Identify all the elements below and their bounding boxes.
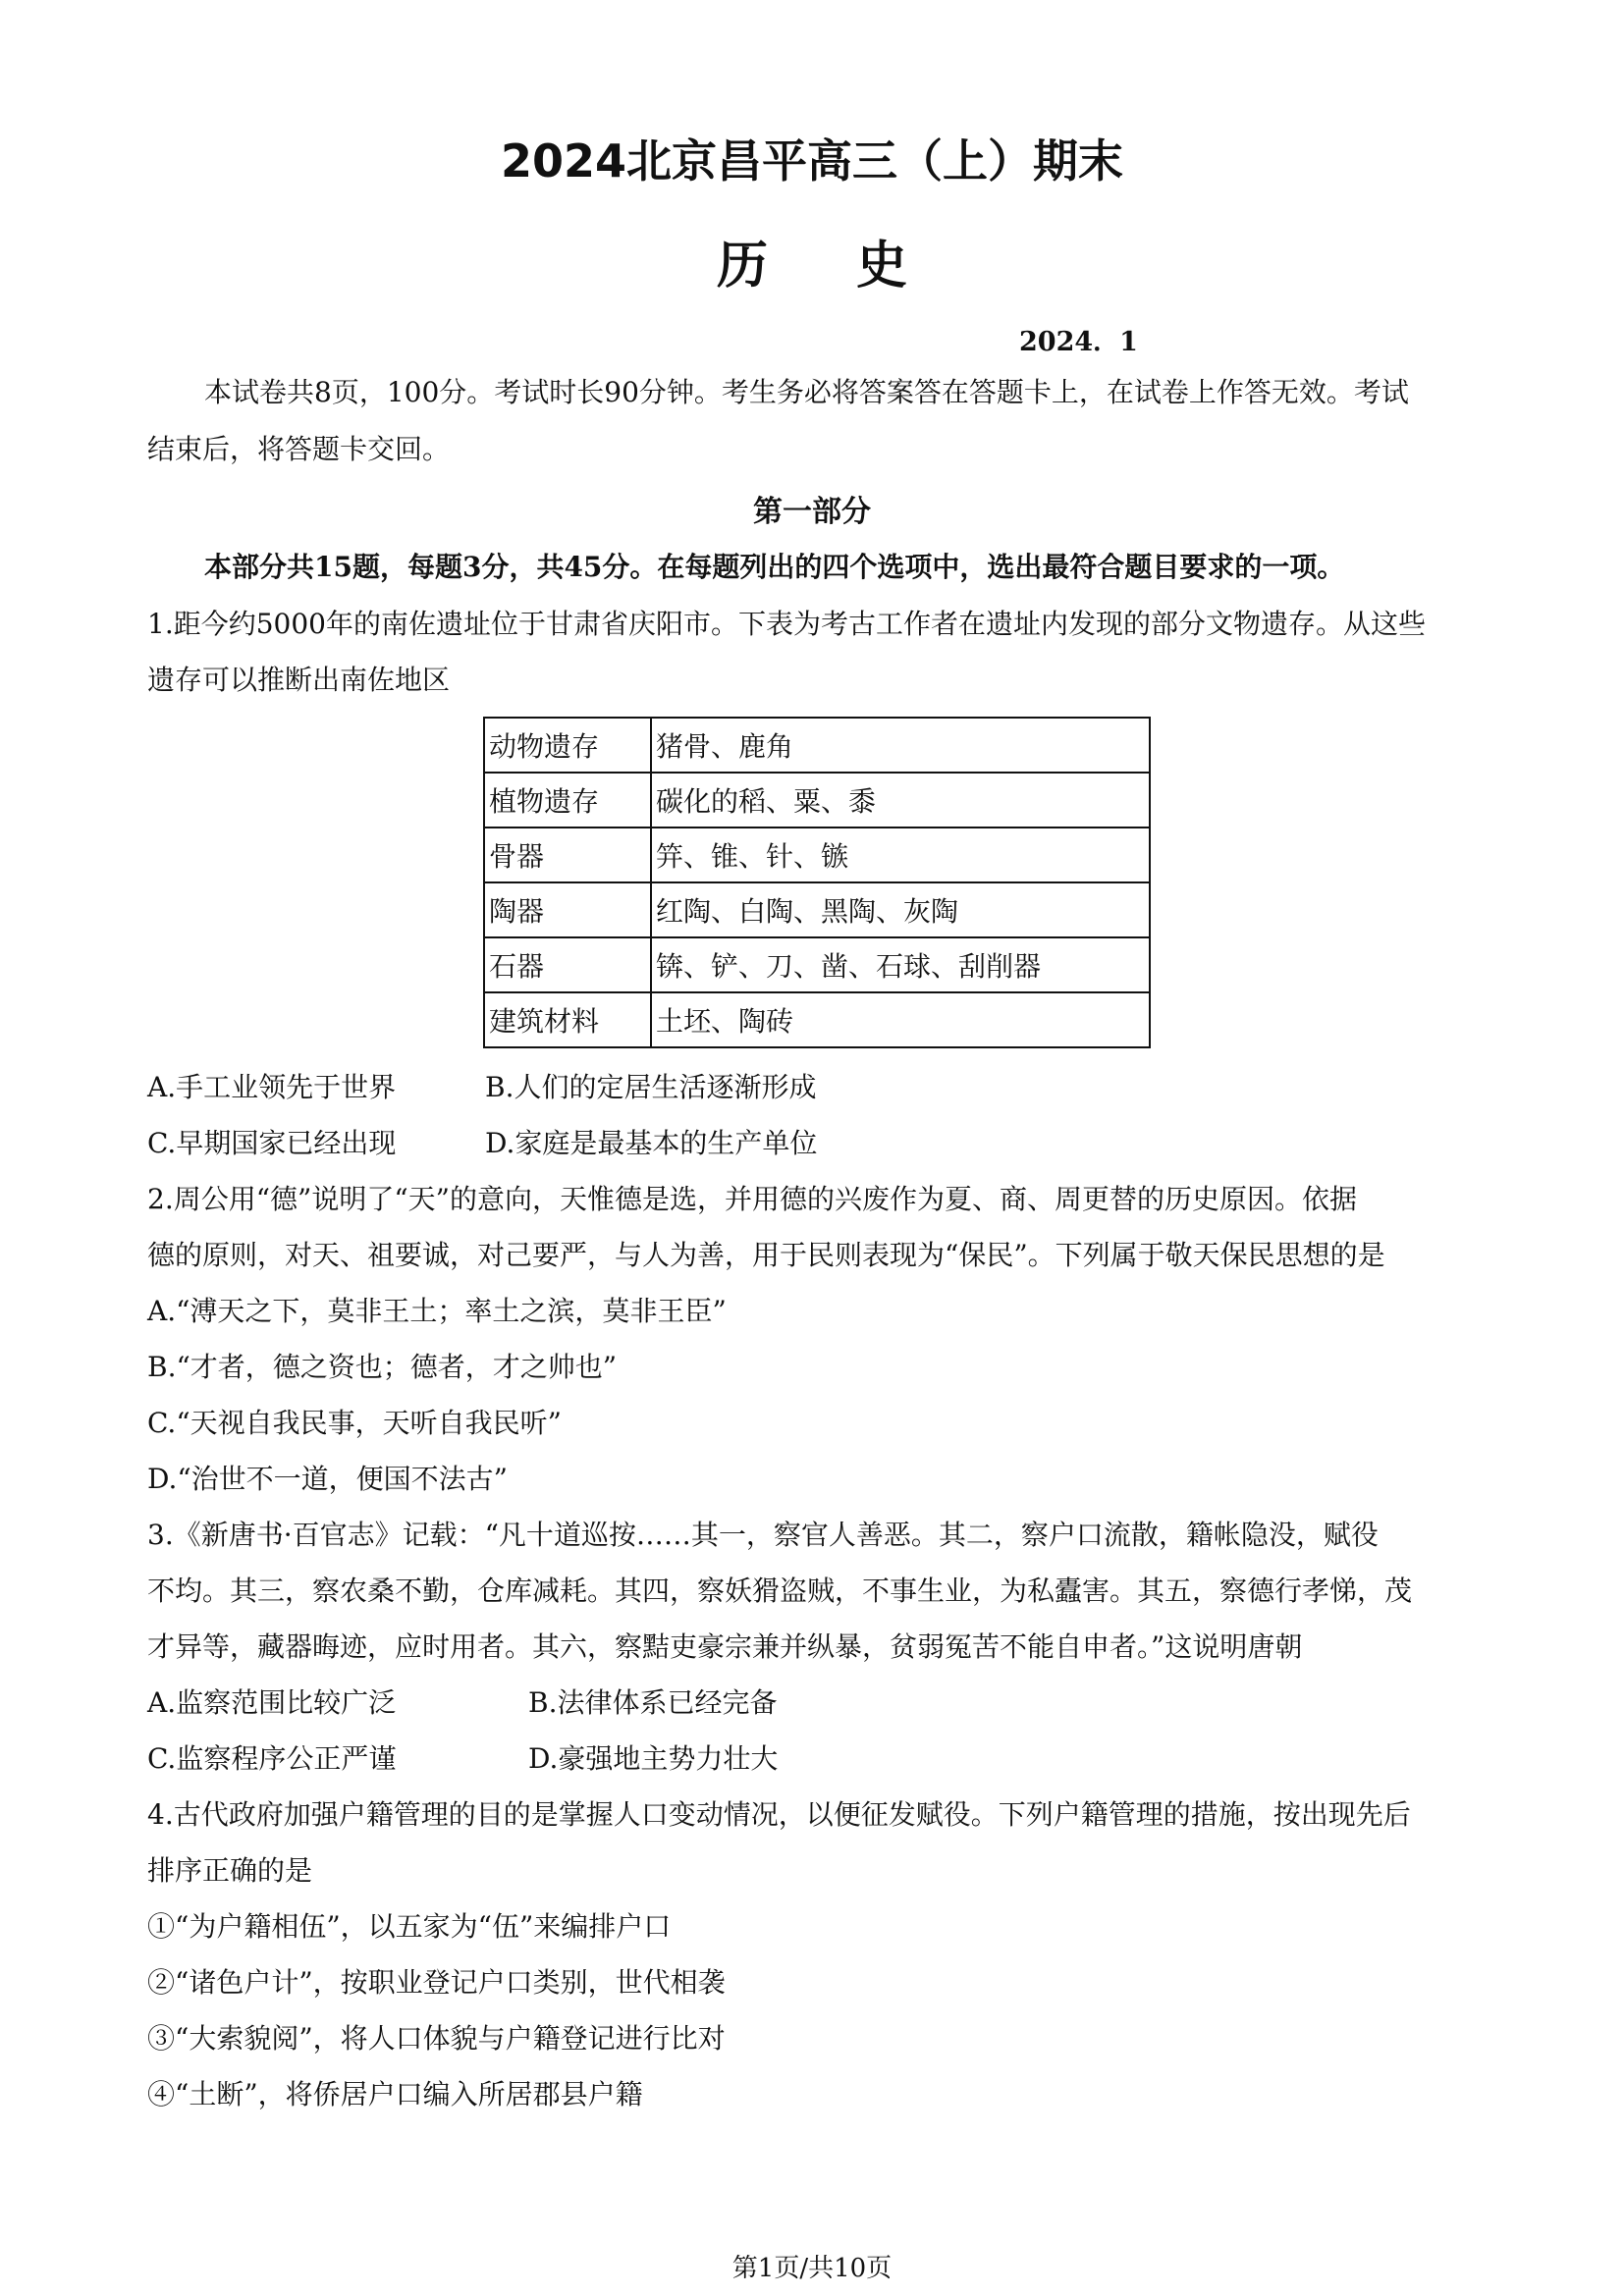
- q1-option-d: D.家庭是最基本的生产单位: [485, 1127, 818, 1159]
- artifact-table: [483, 717, 1151, 1048]
- table-cell-items: 土坯、陶砖: [651, 992, 1150, 1047]
- q3-stem-line-3: 才异等，藏器晦迹，应时用者。其六，察黠吏豪宗兼并纵暴，贫弱冤苦不能自申者。”这说明唐朝: [147, 1630, 1303, 1663]
- table-cell-category: 建筑材料: [484, 992, 651, 1047]
- q3-option-a: A.监察范围比较广泛: [147, 1686, 397, 1719]
- q1-option-a: A.手工业领先于世界: [147, 1071, 397, 1103]
- q2-option-d: D.“治世不一道，便国不法古”: [147, 1463, 508, 1495]
- q4-item-1: ①“为户籍相伍”，以五家为“伍”来编排户口: [147, 1910, 672, 1943]
- intro-line-2: 结束后，将答题卡交回。: [147, 433, 451, 465]
- q1-option-c: C.早期国家已经出现: [147, 1127, 397, 1159]
- q4-item-2: ②“诸色户计”，按职业登记户口类别，世代相袭: [147, 1966, 726, 1999]
- q2-stem-line-1: 2.周公用“德”说明了“天”的意向，天惟德是选，并用德的兴废作为夏、商、周更替的历史原因。依据: [147, 1183, 1357, 1215]
- q2-stem-line-2: 德的原则，对天、祖要诚，对己要严，与人为善，用于民则表现为“保民”。下列属于敬天保民思想的是: [147, 1239, 1385, 1271]
- q2-option-b: B.“才者，德之资也；德者，才之帅也”: [147, 1351, 618, 1383]
- q3-stem-line-2: 不均。其三，察农桑不勤，仓库减耗。其四，察妖猾盗贼，不事生业，为私蠹害。其五，察德行孝悌，茂: [147, 1575, 1413, 1607]
- section-instruction: 本部分共15题，每题3分，共45分。在每题列出的四个选项中，选出最符合题目要求的一项。: [204, 551, 1345, 583]
- q4-item-3: ③“大索貌阅”，将人口体貌与户籍登记进行比对: [147, 2022, 726, 2055]
- q4-item-4: ④“土断”，将侨居户口编入所居郡县户籍: [147, 2078, 643, 2110]
- table-row: [484, 828, 1150, 882]
- q2-option-a: A.“溥天之下，莫非王土；率土之滨，莫非王臣”: [147, 1295, 727, 1327]
- table-cell-items: 猪骨、鹿角: [651, 718, 1150, 773]
- table-row: [484, 718, 1150, 773]
- table-cell-category: 动物遗存: [484, 718, 651, 773]
- table-cell-category: 石器: [484, 937, 651, 992]
- table-cell-category: 植物遗存: [484, 773, 651, 828]
- table-cell-items: 锛、铲、刀、凿、石球、刮削器: [651, 937, 1150, 992]
- q3-option-b: B.法律体系已经完备: [528, 1686, 778, 1719]
- table-cell-category: 骨器: [484, 828, 651, 882]
- table-row: [484, 992, 1150, 1047]
- exam-title: 2024北京昌平高三（上）期末: [500, 134, 1124, 187]
- intro-line-1: 本试卷共8页，100分。考试时长90分钟。考生务必将答案答在答题卡上，在试卷上作答无效。考试: [204, 376, 1409, 408]
- q3-option-d: D.豪强地主势力壮大: [528, 1742, 779, 1775]
- exam-subject: 历史: [716, 237, 996, 295]
- q3-stem-line-1: 3.《新唐书·百官志》记载：“凡十道巡按……其一，察官人善恶。其二，察户口流散，籍帐隐没，赋役: [147, 1519, 1379, 1551]
- q1-option-b: B.人们的定居生活逐渐形成: [485, 1071, 817, 1103]
- table-cell-category: 陶器: [484, 882, 651, 937]
- section-title: 第一部分: [753, 495, 871, 529]
- table-cell-items: 碳化的稻、粟、黍: [651, 773, 1150, 828]
- table-cell-items: 红陶、白陶、黑陶、灰陶: [651, 882, 1150, 937]
- table-row: [484, 773, 1150, 828]
- q2-option-c: C.“天视自我民事，天听自我民听”: [147, 1407, 562, 1439]
- exam-date: 2024．1: [1019, 327, 1138, 357]
- q4-stem-line-2: 排序正确的是: [147, 1854, 313, 1887]
- table-row: [484, 937, 1150, 992]
- q1-stem-line-2: 遗存可以推断出南佐地区: [147, 664, 451, 696]
- table-row: [484, 882, 1150, 937]
- q4-stem-line-1: 4.古代政府加强户籍管理的目的是掌握人口变动情况，以便征发赋役。下列户籍管理的措施，按出现先后: [147, 1798, 1411, 1831]
- page-number: 第1页/共10页: [731, 2254, 893, 2283]
- q1-stem-line-1: 1.距今约5000年的南佐遗址位于甘肃省庆阳市。下表为考古工作者在遗址内发现的部分文物遗存。从这些: [147, 608, 1426, 640]
- q3-option-c: C.监察程序公正严谨: [147, 1742, 397, 1775]
- table-cell-items: 笄、锥、针、镞: [651, 828, 1150, 882]
